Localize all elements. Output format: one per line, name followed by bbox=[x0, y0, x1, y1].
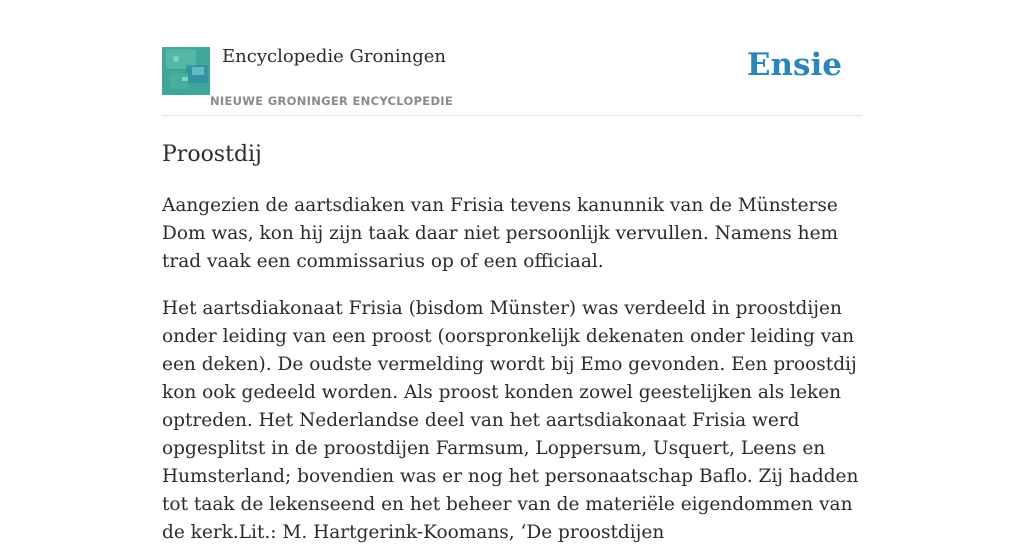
ensie-logo[interactable]: Ensie bbox=[746, 47, 842, 83]
article-title: Proostdij bbox=[162, 142, 262, 167]
site-avatar[interactable] bbox=[162, 47, 210, 95]
content-container bbox=[162, 0, 862, 543]
site-title[interactable]: Encyclopedie Groningen bbox=[222, 46, 447, 67]
article-paragraph: Aangezien de aartsdiaken van Frisia tevens kanunnik van de Münsterse Dom was, kon hij zijn taak daar niet persoonlijk vervullen. Namens hem trad vaak een commissarius op of een officiaal. bbox=[162, 195, 839, 272]
avatar-image-icon bbox=[162, 47, 210, 95]
article-paragraph: Het aartsdiakonaat Frisia (bisdom Münster) was verdeeld in proostdijen onder leiding van een proost (oorspronkelijk dekenaten onder leiding van een deken). De oudste vermelding wordt bij Emo gevonden. Een proostdij kon ook gedeeld worden. Als proost konden zowel geestelijken als leken optreden. Het Nederlandse deel van het aartsdiakonaat Frisia werd opgesplitst in de proostdijen Farmsum, Loppersum, Usquert, Leens en Humsterland; bovendien was er nog het personaatschap Baflo. Zij hadden tot taak de lekenseend en het beheer van de materiële eigendommen van de kerk.Lit.: M. Hartgerink-Koomans, ‘De proostdijen bbox=[162, 298, 859, 543]
site-subtitle: NIEUWE GRONINGER ENCYCLOPEDIE bbox=[210, 94, 454, 108]
site-header bbox=[162, 0, 862, 116]
